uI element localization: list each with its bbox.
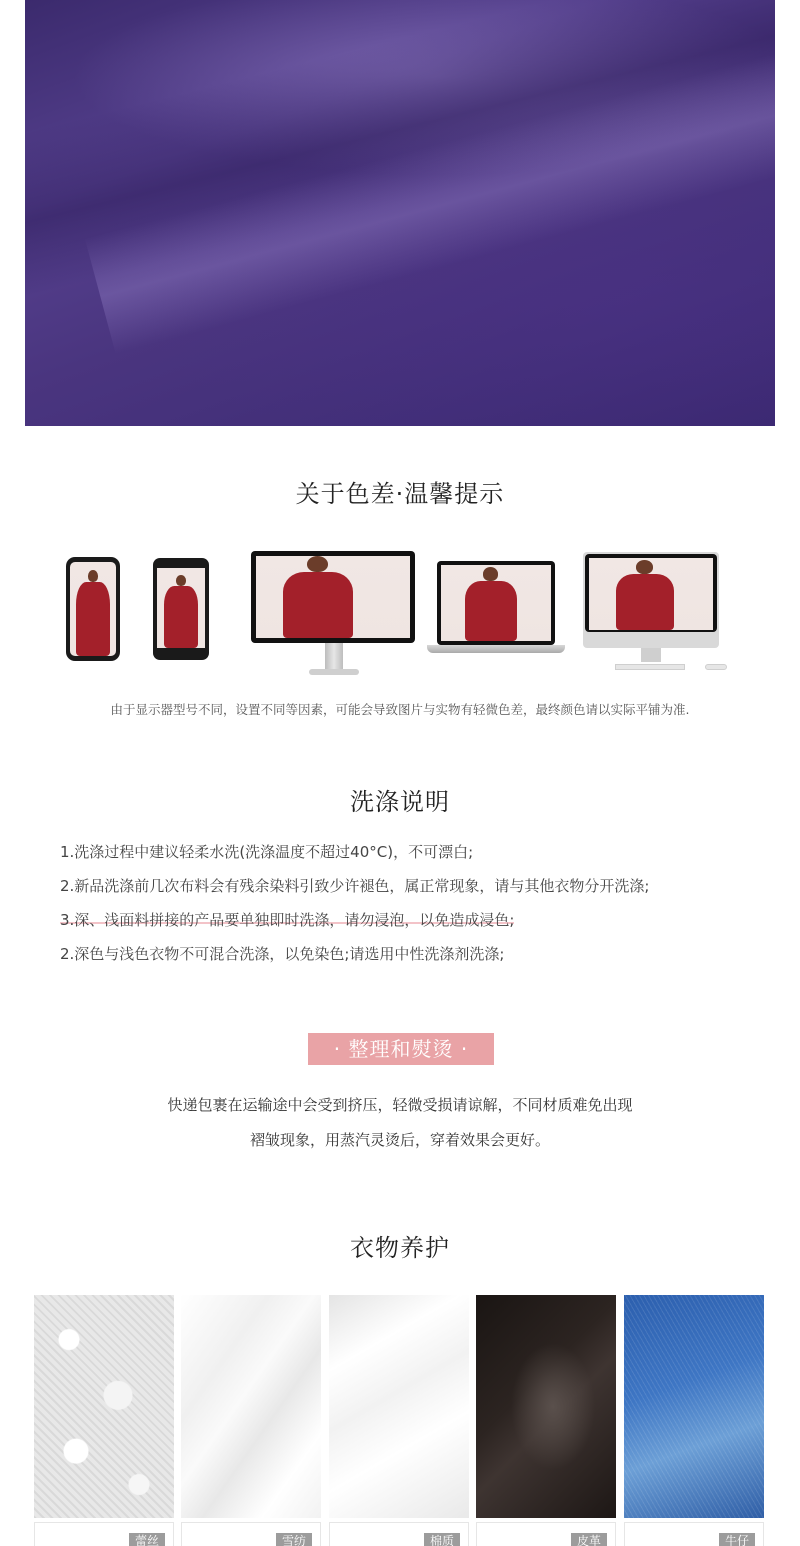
cotton-fabric-image xyxy=(329,1295,469,1518)
swatch-lace xyxy=(34,1295,174,1546)
swatch-denim xyxy=(624,1295,764,1546)
laptop-device xyxy=(427,561,565,657)
list-item: 2.新品洗涤前几次布料会有残余染料引致少许褪色，属正常现象，请与其他衣物分开洗涤; xyxy=(60,877,650,895)
care-section-title: 衣物养护 xyxy=(350,1234,450,1262)
fabric-hero-image xyxy=(25,0,775,426)
swatch-label: 牛仔 xyxy=(719,1533,755,1546)
list-item: 1.洗涤过程中建议轻柔水洗(洗涤温度不超过40°C)，不可漂白; xyxy=(60,843,474,861)
ironing-section-badge: · 整理和熨烫 · xyxy=(308,1033,494,1065)
iphone-device xyxy=(66,557,120,661)
shipping-note-line-1: 快递包裹在运输途中会受到挤压，轻微受损请谅解，不同材质难免出现 xyxy=(167,1096,633,1114)
chiffon-fabric-image xyxy=(181,1295,321,1518)
swatch-label: 皮革 xyxy=(571,1533,607,1546)
denim-fabric-image xyxy=(624,1295,764,1518)
wash-instructions-list xyxy=(60,840,780,976)
desktop-computer-device xyxy=(583,552,733,672)
wash-section-title: 洗涤说明 xyxy=(350,788,450,816)
leather-fabric-image xyxy=(476,1295,616,1518)
shipping-note-line-2: 褶皱现象，用蒸汽灵烫后，穿着效果会更好。 xyxy=(249,1131,550,1149)
monitor-device xyxy=(251,551,415,677)
list-item: 2.深色与浅色衣物不可混合洗涤，以免染色;请选用中性洗涤剂洗涤; xyxy=(60,945,505,963)
swatch-label: 蕾丝 xyxy=(129,1533,165,1546)
device-illustration xyxy=(0,545,800,680)
swatch-chiffon xyxy=(181,1295,321,1546)
color-difference-note: 由于显示器型号不同，设置不同等因素，可能会导致图片与实物有轻微色差，最终颜色请以实际平铺为准. xyxy=(110,702,690,717)
lace-fabric-image xyxy=(34,1295,174,1518)
swatch-cotton xyxy=(329,1295,469,1546)
swatch-label: 雪纺 xyxy=(276,1533,312,1546)
swatch-leather xyxy=(476,1295,616,1546)
swatch-label: 棉质 xyxy=(424,1533,460,1546)
fabric-swatches xyxy=(34,1295,764,1546)
color-section-title: 关于色差·温馨提示 xyxy=(295,480,505,508)
android-phone-device xyxy=(153,558,209,660)
list-item-highlighted: 3.深、浅面料拼接的产品要单独即时洗涤，请勿浸泡，以免造成浸色; xyxy=(60,911,515,929)
